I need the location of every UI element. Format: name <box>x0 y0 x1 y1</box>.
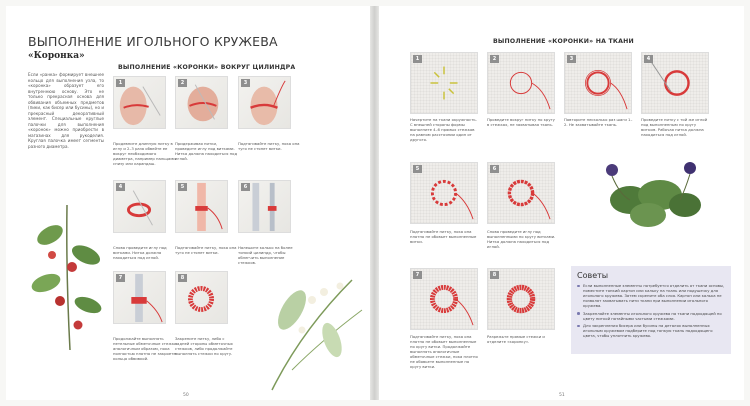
step-badge: 5 <box>178 183 187 191</box>
flower-illustration <box>262 270 372 400</box>
page-number-left: 50 <box>183 393 189 398</box>
left-step-caption-8: Закрепите нитку, либо с задней стороны обметочных стежков, либо продолжайте выполнять стежки по кругу. <box>175 336 233 356</box>
left-step-caption-6: Налешите колько на более тонкий цилиндр, чтобы облегчить выполнение стежков. <box>238 245 293 265</box>
left-step-caption-2: Придерживая нитки, проведите иглу под витками. Нитка должна находиться под иглой. <box>175 141 238 161</box>
step-badge: 4 <box>116 183 125 191</box>
step-badge: 1 <box>413 55 422 63</box>
left-step-caption-7: Продолжайте выполнять петельные обметочные стежки аналогичным образом, пока полностью плотно не закроете кольцо обвивкой. <box>113 336 177 361</box>
step-badge: 2 <box>490 55 499 63</box>
step-badge: 8 <box>490 271 499 279</box>
tip-item: Для закрепления бисера или бусины на деталях выполненных игольным кружевом подберите под тонкую ткань подходящего цвета, чтобы уплотнить кружево. <box>577 323 725 338</box>
left-step-caption-4: Снова проведите иглу под витками. Нитка должна находиться под иглой. <box>113 245 167 260</box>
page-title: ВЫПОЛНЕНИЕ ИГОЛЬНОГО КРУЖЕВА <box>28 34 278 49</box>
step-badge: 3 <box>241 79 250 87</box>
right-section-heading: ВЫПОЛНЕНИЕ «КОРОНКИ» НА ТКАНИ <box>493 38 634 45</box>
right-step-caption-8: Разрежьте прямые стежки и отделите «коронку». <box>487 334 545 344</box>
step-badge: 6 <box>241 183 250 191</box>
right-step-caption-2: Проведите вокруг нитку по кругу в стежках, не захватывая ткань. <box>487 117 555 127</box>
right-step-caption-6: Снова проведите иглу под выполненными по кругу витками. Нитка должна находиться под иглой. <box>487 229 556 249</box>
step-badge: 5 <box>413 165 422 173</box>
tips-list <box>577 283 725 338</box>
left-step-tile-3 <box>238 76 291 129</box>
step-badge: 6 <box>490 165 499 173</box>
violet-illustration <box>590 150 710 235</box>
raspberry-illustration <box>22 205 112 350</box>
left-step-caption-5: Подтягивайте нитку, пока она туго не стянет витки. <box>175 245 237 255</box>
tips-box <box>571 266 731 354</box>
left-step-tile-7 <box>113 271 166 324</box>
left-step-tile-6 <box>238 180 291 233</box>
left-step-caption-1: Продевните длинную нитку в иглу и 2–3 раза обвейте ее вокруг необходимого диаметра, например пальцами снизу или карандаш. <box>113 141 176 166</box>
step-badge: 3 <box>567 55 576 63</box>
left-section-heading: ВЫПОЛНЕНИЕ «КОРОНКИ» ВОКРУГ ЦИЛИНДРА <box>118 64 296 71</box>
right-step-tile-8 <box>487 268 555 330</box>
right-step-caption-4: Проведите нитку с той же иглой под выполненным по кругу витком. Рабочая нитка должна находиться под иглой. <box>641 117 708 137</box>
right-step-caption-3: Повторите несколько раз шаги 1–2. Не захватывайте ткань. <box>564 117 633 127</box>
page-subtitle: «Коронка» <box>28 51 85 61</box>
right-step-tile-7 <box>410 268 478 330</box>
tip-item: Закрепляйте элементы игольного кружева на ткани подходящей по цвету ниткой потайными частыми стежками. <box>577 311 725 321</box>
step-badge: 8 <box>178 274 187 282</box>
step-badge: 4 <box>644 55 653 63</box>
left-step-tile-8 <box>175 271 228 324</box>
right-step-caption-7: Подтягивайте нитку, пока она плотно не обовьет выполненные по кругу витки. Продолжайте выполнять аналогичные обметочные стежки, пока плотно не обовьете выполненные по кругу витки. <box>410 334 478 369</box>
step-badge: 7 <box>116 274 125 282</box>
right-step-tile-6 <box>487 162 555 224</box>
left-step-caption-3: Подтягивайте нитку, пока она туго не стянет витки. <box>238 141 300 151</box>
left-step-tile-1 <box>113 76 166 129</box>
left-step-tile-2 <box>175 76 228 129</box>
right-step-caption-5: Подтягивайте нитку, пока она плотно не обовьет выполненные витки. <box>410 229 477 244</box>
right-step-caption-1: Начертите на ткани окружность. С внешней стороны формы выполните 4–6 прямых стежков на равном расстоянии один от другого. <box>410 117 477 142</box>
intro-text: Если «ранка» формирует внешнее кольцо для выполнения узла, то «коронка» образует его внутреннюю основу. Это не только прекрасная основа для обвивания объемных предметов (пики, как бисер или бусины), но и прекрасный декоративный элемент. Специальные круглые палочки для выполнения «коронок» можно приобрести в магазинах для рукоделия. Круглая палочка имеет сегменты разного диаметра. <box>28 72 104 149</box>
left-step-tile-5 <box>175 180 228 233</box>
left-step-tile-4 <box>113 180 166 233</box>
right-step-tile-3 <box>564 52 632 114</box>
step-badge: 7 <box>413 271 422 279</box>
tips-title: Советы <box>577 271 609 280</box>
page-number-right: 51 <box>559 393 565 398</box>
step-badge: 2 <box>178 79 187 87</box>
right-step-tile-2 <box>487 52 555 114</box>
tip-item: Если выполненные элементы потребуется отделить от ткани основы, поместите тонкий картон или кальку на ткань или подушечку для игольного кружева. Затем скрепите оба слоя. Картон или калька не позволят захватывать нити ткани при выполнении игольного кружева. <box>577 283 725 308</box>
step-badge: 1 <box>116 79 125 87</box>
right-step-tile-5 <box>410 162 478 224</box>
right-step-tile-4 <box>641 52 709 114</box>
right-step-tile-1 <box>410 52 478 114</box>
